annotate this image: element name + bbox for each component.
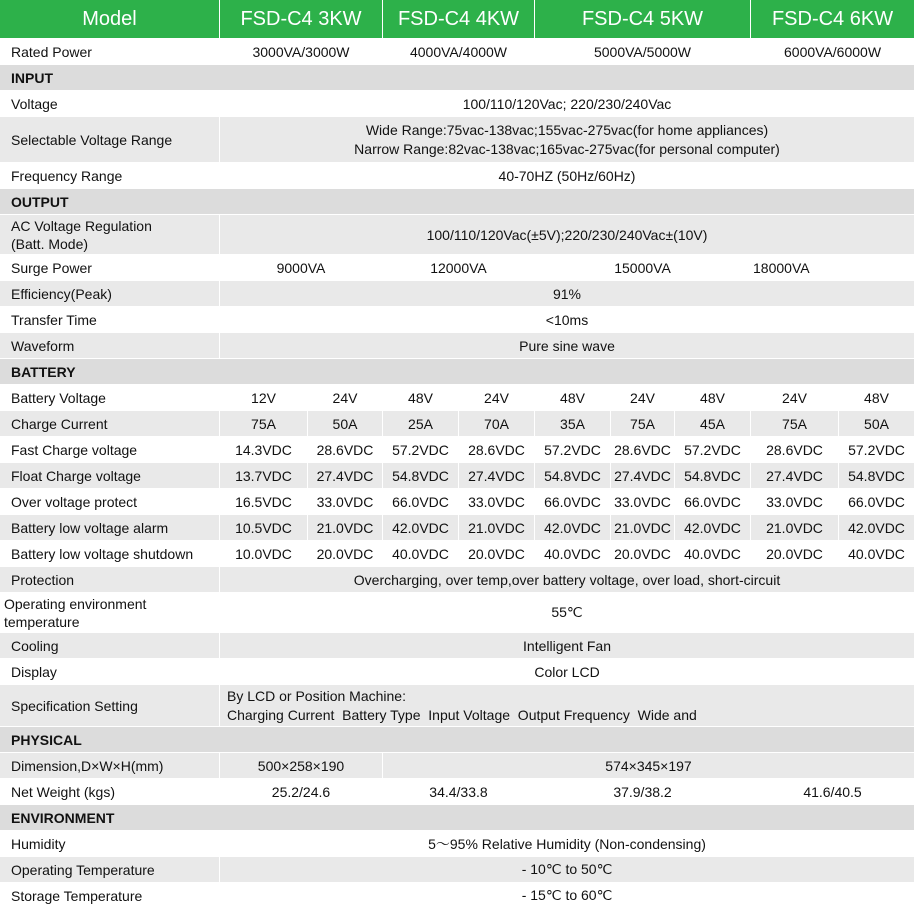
battery-cell: 33.0VDC	[459, 489, 535, 515]
input-section	[0, 65, 914, 91]
model-header: Model	[0, 0, 220, 39]
battery-row	[0, 463, 914, 489]
battery-cell: 40.0VDC	[383, 541, 459, 567]
battery-cell: 28.6VDC	[308, 437, 383, 463]
battery-cell: 28.6VDC	[459, 437, 535, 463]
battery-cell: 27.4VDC	[308, 463, 383, 489]
transfer-value: <10ms	[220, 307, 914, 333]
battery-row-label: Charge Current	[0, 411, 220, 437]
ac-regulation-label-line2: (Batt. Mode)	[11, 235, 89, 252]
op-env-label	[0, 593, 220, 633]
battery-cell: 66.0VDC	[535, 489, 611, 515]
battery-cell: 20.0VDC	[459, 541, 535, 567]
battery-cell: 40.0VDC	[535, 541, 611, 567]
battery-cell: 48V	[839, 385, 914, 411]
cooling-row	[0, 633, 914, 659]
display-label: Display	[0, 659, 220, 685]
battery-cell: 50A	[839, 411, 914, 437]
model-5kw-header: FSD-C4 5KW	[535, 0, 751, 39]
frequency-label: Frequency Range	[0, 163, 220, 189]
storage-temp-row	[0, 883, 914, 909]
surge-4kw: 12000VA	[383, 255, 535, 281]
battery-cell: 25A	[383, 411, 459, 437]
battery-row-label: Float Charge voltage	[0, 463, 220, 489]
weight-5kw: 37.9/38.2	[535, 779, 751, 805]
battery-row	[0, 437, 914, 463]
rated-power-4kw: 4000VA/4000W	[383, 39, 535, 65]
battery-cell: 27.4VDC	[611, 463, 675, 489]
output-title: OUTPUT	[0, 189, 914, 215]
efficiency-value: 91%	[220, 281, 914, 307]
waveform-row	[0, 333, 914, 359]
ac-regulation-label	[0, 215, 220, 255]
model-4kw-header: FSD-C4 4KW	[383, 0, 535, 39]
waveform-label: Waveform	[0, 333, 220, 359]
spec-setting-line1: By LCD or Position Machine:	[227, 687, 406, 704]
surge-3kw: 9000VA	[220, 255, 383, 281]
battery-cell: 75A	[751, 411, 839, 437]
battery-cell: 66.0VDC	[383, 489, 459, 515]
surge-row	[0, 255, 914, 281]
weight-3kw: 25.2/24.6	[220, 779, 383, 805]
battery-cell: 54.8VDC	[535, 463, 611, 489]
battery-cell: 21.0VDC	[308, 515, 383, 541]
weight-label: Net Weight (kgs)	[0, 779, 220, 805]
battery-cell: 42.0VDC	[675, 515, 751, 541]
surge-label: Surge Power	[0, 255, 220, 281]
model-6kw-header: FSD-C4 6KW	[751, 0, 914, 39]
battery-cell: 24V	[459, 385, 535, 411]
battery-row	[0, 515, 914, 541]
voltage-row	[0, 91, 914, 117]
battery-row-label: Battery low voltage shutdown	[0, 541, 220, 567]
environment-title: ENVIRONMENT	[0, 805, 914, 831]
selectable-range-value	[220, 117, 914, 163]
op-env-row	[0, 593, 914, 633]
battery-cell: 33.0VDC	[611, 489, 675, 515]
output-section	[0, 189, 914, 215]
selectable-range-row	[0, 117, 914, 163]
humidity-row	[0, 831, 914, 857]
battery-row	[0, 541, 914, 567]
battery-cell: 10.0VDC	[220, 541, 308, 567]
battery-cell: 57.2VDC	[383, 437, 459, 463]
battery-cell: 42.0VDC	[535, 515, 611, 541]
op-temp-row	[0, 857, 914, 883]
battery-row	[0, 411, 914, 437]
rated-power-6kw: 6000VA/6000W	[751, 39, 914, 65]
dimension-label: Dimension,D×W×H(mm)	[0, 753, 220, 779]
battery-cell: 21.0VDC	[611, 515, 675, 541]
battery-row-label: Over voltage protect	[0, 489, 220, 515]
battery-cell: 20.0VDC	[751, 541, 839, 567]
battery-cell: 70A	[459, 411, 535, 437]
model-3kw-header: FSD-C4 3KW	[220, 0, 383, 39]
battery-cell: 24V	[308, 385, 383, 411]
transfer-row	[0, 307, 914, 333]
battery-cell: 21.0VDC	[751, 515, 839, 541]
op-env-label-line2: temperature	[4, 613, 80, 630]
battery-cell: 66.0VDC	[675, 489, 751, 515]
battery-row-label: Fast Charge voltage	[0, 437, 220, 463]
frequency-value: 40-70HZ (50Hz/60Hz)	[220, 163, 914, 189]
battery-cell: 20.0VDC	[611, 541, 675, 567]
cooling-value: Intelligent Fan	[220, 633, 914, 659]
humidity-value: 5～95% Relative Humidity (Non-condensing)	[220, 831, 914, 857]
battery-cell: 66.0VDC	[839, 489, 914, 515]
battery-cell: 24V	[751, 385, 839, 411]
battery-cell: 50A	[308, 411, 383, 437]
spec-setting-label: Specification Setting	[0, 685, 220, 727]
cooling-label: Cooling	[0, 633, 220, 659]
battery-cell: 24V	[611, 385, 675, 411]
battery-cell: 42.0VDC	[383, 515, 459, 541]
battery-cell: 33.0VDC	[308, 489, 383, 515]
spec-setting-value	[220, 685, 914, 727]
battery-cell: 48V	[535, 385, 611, 411]
battery-cell: 21.0VDC	[459, 515, 535, 541]
spec-setting-row	[0, 685, 914, 727]
display-value: Color LCD	[220, 659, 914, 685]
selectable-range-label: Selectable Voltage Range	[0, 117, 220, 163]
battery-cell: 33.0VDC	[751, 489, 839, 515]
voltage-label: Voltage	[0, 91, 220, 117]
dimension-3kw: 500×258×190	[220, 753, 383, 779]
battery-cell: 48V	[675, 385, 751, 411]
weight-4kw: 34.4/33.8	[383, 779, 535, 805]
battery-cell: 40.0VDC	[839, 541, 914, 567]
op-env-label-line1: Operating environment	[4, 595, 147, 612]
display-row	[0, 659, 914, 685]
battery-title: BATTERY	[0, 359, 914, 385]
weight-row	[0, 779, 914, 805]
battery-cell: 48V	[383, 385, 459, 411]
rated-power-row	[0, 39, 914, 65]
battery-row-label: Battery low voltage alarm	[0, 515, 220, 541]
battery-cell: 16.5VDC	[220, 489, 308, 515]
battery-cell: 57.2VDC	[839, 437, 914, 463]
battery-cell: 27.4VDC	[751, 463, 839, 489]
op-env-value: 55℃	[220, 593, 914, 633]
storage-temp-value: - 15℃ to 60℃	[220, 883, 914, 909]
ac-regulation-value: 100/110/120Vac(±5V);220/230/240Vac±(10V)	[220, 215, 914, 255]
voltage-value: 100/110/120Vac; 220/230/240Vac	[220, 91, 914, 117]
battery-row	[0, 385, 914, 411]
transfer-label: Transfer Time	[0, 307, 220, 333]
battery-cell: 28.6VDC	[751, 437, 839, 463]
battery-cell: 14.3VDC	[220, 437, 308, 463]
battery-row	[0, 489, 914, 515]
physical-section	[0, 727, 914, 753]
battery-cell: 13.7VDC	[220, 463, 308, 489]
battery-cell: 54.8VDC	[839, 463, 914, 489]
ac-regulation-row	[0, 215, 914, 255]
battery-cell: 28.6VDC	[611, 437, 675, 463]
battery-row-label: Battery Voltage	[0, 385, 220, 411]
protection-row	[0, 567, 914, 593]
waveform-value: Pure sine wave	[220, 333, 914, 359]
battery-cell: 75A	[220, 411, 308, 437]
battery-section	[0, 359, 914, 385]
rated-power-5kw: 5000VA/5000W	[535, 39, 751, 65]
battery-cell: 54.8VDC	[675, 463, 751, 489]
rated-power-label: Rated Power	[0, 39, 220, 65]
op-temp-value: - 10℃ to 50℃	[220, 857, 914, 883]
battery-cell: 35A	[535, 411, 611, 437]
surge-6kw: 18000VA	[751, 255, 914, 281]
battery-cell: 54.8VDC	[383, 463, 459, 489]
spec-setting-line2: Charging Current Battery Type Input Voltage Output Frequency Wide and	[227, 706, 697, 723]
battery-cell: 40.0VDC	[675, 541, 751, 567]
header-row	[0, 0, 914, 39]
battery-cell: 20.0VDC	[308, 541, 383, 567]
weight-6kw: 41.6/40.5	[751, 779, 914, 805]
environment-section	[0, 805, 914, 831]
humidity-label: Humidity	[0, 831, 220, 857]
efficiency-label: Efficiency(Peak)	[0, 281, 220, 307]
battery-cell: 42.0VDC	[839, 515, 914, 541]
dimension-row	[0, 753, 914, 779]
protection-value: Overcharging, over temp,over battery voltage, over load, short-circuit	[220, 567, 914, 593]
protection-label: Protection	[0, 567, 220, 593]
surge-5kw: 15000VA	[535, 255, 751, 281]
physical-title: PHYSICAL	[0, 727, 914, 753]
narrow-range-text: Narrow Range:82vac-138vac;165vac-275vac(for personal computer)	[354, 140, 780, 157]
battery-cell: 12V	[220, 385, 308, 411]
ac-regulation-label-line1: AC Voltage Regulation	[11, 217, 152, 234]
battery-cell: 45A	[675, 411, 751, 437]
dimension-4-6kw: 574×345×197	[383, 753, 914, 779]
frequency-row	[0, 163, 914, 189]
efficiency-row	[0, 281, 914, 307]
battery-cell: 57.2VDC	[675, 437, 751, 463]
wide-range-text: Wide Range:75vac-138vac;155vac-275vac(for home appliances)	[365, 121, 769, 138]
battery-cell: 57.2VDC	[535, 437, 611, 463]
battery-cell: 27.4VDC	[459, 463, 535, 489]
rated-power-3kw: 3000VA/3000W	[220, 39, 383, 65]
storage-temp-label: Storage Temperature	[0, 883, 220, 909]
battery-cell: 10.5VDC	[220, 515, 308, 541]
input-title: INPUT	[0, 65, 914, 91]
op-temp-label: Operating Temperature	[0, 857, 220, 883]
battery-cell: 75A	[611, 411, 675, 437]
